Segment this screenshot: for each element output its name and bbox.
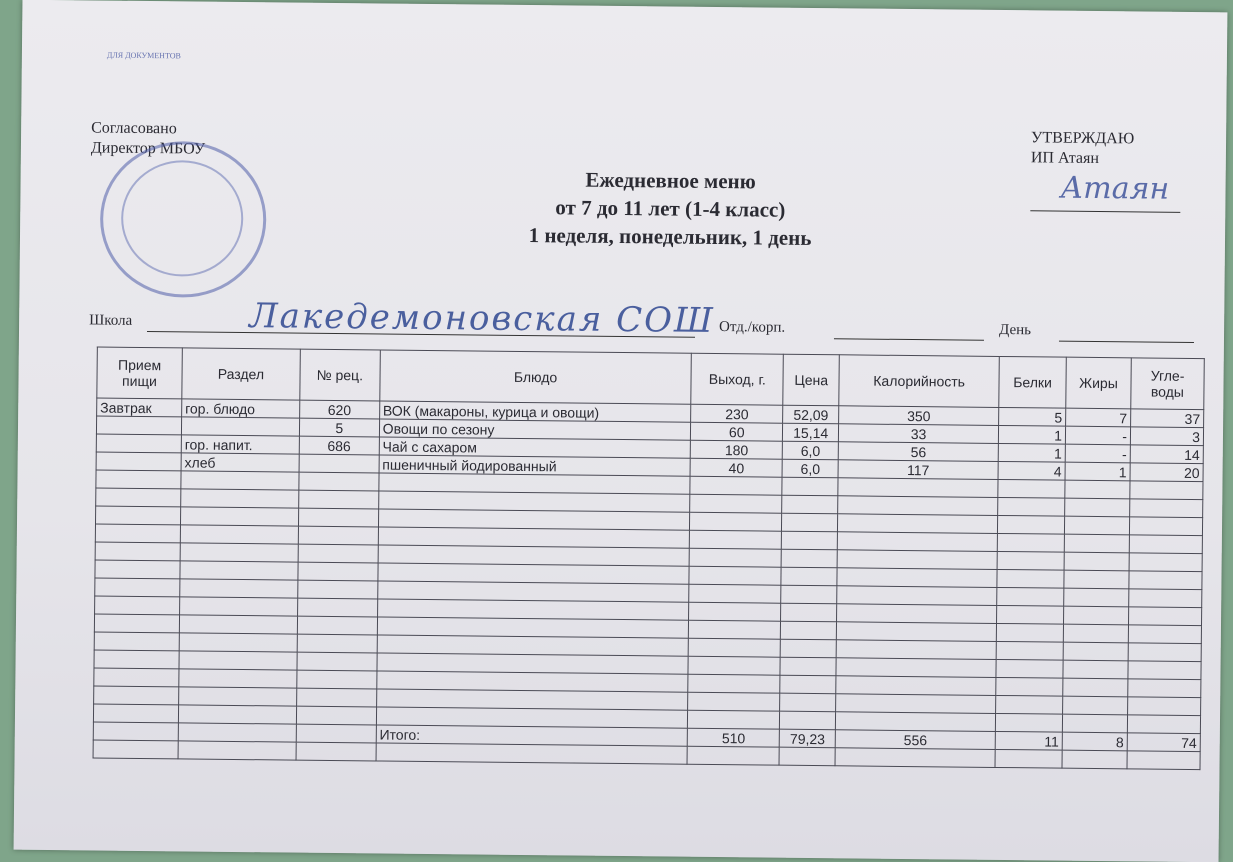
totals-value: 74: [1127, 733, 1200, 752]
table-cell: [1062, 750, 1127, 769]
column-header: № рец.: [300, 349, 380, 401]
table-cell: [1130, 499, 1203, 518]
table-cell: 350: [839, 406, 999, 426]
table-cell: [995, 749, 1062, 768]
table-cell: [181, 417, 299, 436]
table-cell: [997, 533, 1064, 552]
table-cell: [96, 416, 181, 435]
table-cell: [996, 659, 1063, 678]
table-cell: [688, 710, 780, 729]
table-cell: 37: [1131, 409, 1204, 428]
table-cell: [94, 614, 179, 633]
header-fields: [89, 296, 1199, 342]
column-header: Выход, г.: [691, 353, 783, 405]
totals-label: Итого:: [376, 725, 688, 746]
table-cell: 52,09: [783, 405, 839, 424]
table-cell: 7: [1066, 408, 1131, 427]
table-cell: [996, 677, 1063, 696]
table-cell: [998, 515, 1065, 534]
table-cell: [1063, 660, 1128, 679]
table-cell: [836, 676, 996, 696]
table-cell: [837, 622, 997, 642]
table-cell: [687, 746, 779, 765]
title-line2: от 7 до 11 лет (1-4 класс): [555, 195, 786, 222]
page-title: [400, 164, 941, 254]
table-cell: [1128, 661, 1201, 680]
table-cell: [179, 669, 297, 688]
table-cell: [1063, 624, 1128, 643]
table-cell: гор. напит.: [181, 435, 299, 454]
stamp-text: ДЛЯ ДОКУМЕНТОВ: [106, 50, 181, 61]
table-cell: 56: [838, 442, 998, 462]
totals-value: 79,23: [779, 729, 835, 748]
table-cell: 6,0: [782, 459, 838, 478]
table-cell: [1127, 715, 1200, 734]
stamp: [99, 141, 267, 299]
table-cell: [94, 650, 179, 669]
table-cell: [1128, 643, 1201, 662]
column-header: Цена: [783, 354, 839, 406]
table-cell: [838, 496, 998, 516]
table-cell: [689, 548, 781, 567]
table-cell: [1062, 714, 1127, 733]
table-cell: [1064, 606, 1129, 625]
table-cell: [181, 489, 299, 508]
table-cell: [298, 508, 378, 527]
column-header: Прием пищи: [97, 347, 182, 399]
table-cell: [997, 587, 1064, 606]
column-header: Калорийность: [839, 355, 999, 408]
table-cell: [689, 620, 781, 639]
table-cell: Овощи по сезону: [379, 419, 691, 440]
table-cell: [376, 743, 688, 764]
table-cell: [93, 704, 178, 723]
table-cell: [94, 686, 179, 705]
table-cell: [179, 687, 297, 706]
table-cell: [837, 568, 997, 588]
table-cell: 180: [691, 440, 783, 459]
table-cell: [298, 526, 378, 545]
table-cell: [780, 657, 836, 676]
table-cell: [780, 675, 836, 694]
table-cell: [297, 652, 377, 671]
table-cell: [689, 566, 781, 585]
table-cell: [179, 615, 297, 634]
table-cell: [689, 584, 781, 603]
table-cell: [179, 597, 297, 616]
table-cell: 1: [1065, 462, 1130, 481]
table-cell: 15,14: [783, 423, 839, 442]
table-cell: [1129, 517, 1202, 536]
table-cell: [95, 524, 180, 543]
table-cell: [1128, 679, 1201, 698]
table-cell: [780, 693, 836, 712]
table-cell: [1064, 516, 1129, 535]
table-cell: [94, 668, 179, 687]
table-cell: [93, 740, 178, 759]
table-cell: [95, 542, 180, 561]
table-cell: [1129, 571, 1202, 590]
table-cell: [178, 723, 296, 742]
table-cell: [95, 596, 180, 615]
table-cell: [298, 490, 378, 509]
approval-right-line2: ИП Атаян: [1030, 149, 1100, 167]
table-cell: [297, 634, 377, 653]
table-cell: [688, 656, 780, 675]
table-cell: [690, 494, 782, 513]
table-cell: [1065, 498, 1130, 517]
table-cell: ВОК (макароны, курица и овощи): [379, 401, 691, 422]
table-cell: [180, 525, 298, 544]
approval-right: [1031, 128, 1135, 169]
table-cell: 620: [299, 400, 379, 419]
table-cell: [296, 688, 376, 707]
table-cell: [93, 722, 178, 741]
table-cell: [299, 472, 379, 491]
table-cell: [1063, 678, 1128, 697]
dept-underline: [834, 338, 984, 341]
signature-line: [1030, 210, 1180, 213]
table-cell: -: [1065, 426, 1130, 445]
table-cell: [1128, 625, 1201, 644]
approval-left-line2: Директор МБОУ: [90, 139, 206, 158]
table-cell: [1064, 570, 1129, 589]
title-line1: Ежедневное меню: [585, 167, 756, 194]
table-cell: [96, 488, 181, 507]
table-cell: [997, 605, 1064, 624]
totals-value: 556: [835, 730, 995, 750]
table-cell: [782, 531, 838, 550]
table-cell: [297, 598, 377, 617]
table-cell: [94, 632, 179, 651]
table-cell: [837, 586, 997, 606]
table-cell: [96, 452, 181, 471]
table-cell: [297, 670, 377, 689]
day-underline: [1059, 341, 1194, 343]
table-cell: [178, 705, 296, 724]
table-cell: [1065, 480, 1130, 499]
table-cell: [690, 530, 782, 549]
table-cell: [95, 506, 180, 525]
menu-sheet: [14, 0, 1228, 862]
table-cell: 686: [299, 436, 379, 455]
table-cell: [1129, 589, 1202, 608]
title-line3: 1 неделя, понедельник, 1 день: [528, 223, 812, 250]
table-cell: [782, 513, 838, 532]
table-cell: 14: [1130, 445, 1203, 464]
table-cell: [1129, 535, 1202, 554]
table-cell: [837, 604, 997, 624]
table-cell: [1129, 553, 1202, 572]
table-cell: [180, 507, 298, 526]
table-cell: [781, 567, 837, 586]
table-cell: Чай с сахаром: [379, 437, 691, 458]
totals-value: 11: [995, 731, 1062, 750]
table-cell: 33: [839, 424, 999, 444]
column-header: Жиры: [1066, 357, 1131, 409]
column-header: Угле-воды: [1131, 358, 1205, 410]
table-cell: [780, 711, 836, 730]
table-cell: [781, 621, 837, 640]
table-cell: [838, 514, 998, 534]
table-cell: [1063, 642, 1128, 661]
table-cell: 3: [1130, 427, 1203, 446]
table-cell: [996, 641, 1063, 660]
table-cell: [299, 454, 379, 473]
table-cell: [298, 580, 378, 599]
table-cell: хлеб: [181, 453, 299, 472]
table-cell: [180, 579, 298, 598]
table-cell: 1: [998, 425, 1065, 444]
table-cell: 1: [998, 443, 1065, 462]
table-cell: [998, 479, 1065, 498]
dept-label: Отд./корп.: [719, 319, 786, 336]
table-cell: 5: [999, 407, 1066, 426]
table-cell: [781, 585, 837, 604]
table-cell: [298, 562, 378, 581]
table-cell: [179, 633, 297, 652]
table-cell: [1128, 607, 1201, 626]
totals-value: 510: [688, 728, 780, 747]
table-cell: [836, 712, 996, 732]
table-cell: [782, 477, 838, 496]
table-cell: [96, 434, 181, 453]
table-cell: 117: [838, 460, 998, 480]
table-cell: [996, 623, 1063, 642]
table-cell: [96, 470, 181, 489]
table-cell: [179, 651, 297, 670]
table-cell: [298, 544, 378, 563]
table-cell: 6,0: [782, 441, 838, 460]
table-cell: [781, 603, 837, 622]
table-cell: 4: [998, 461, 1065, 480]
table-cell: гор. блюдо: [182, 399, 300, 418]
table-cell: [296, 706, 376, 725]
table-cell: [1128, 697, 1201, 716]
table-cell: [296, 742, 376, 761]
table-cell: [180, 543, 298, 562]
school-label: Школа: [89, 312, 133, 329]
approval-left-line1: Согласовано: [91, 119, 177, 138]
table-cell: [781, 549, 837, 568]
totals-value: 8: [1062, 732, 1127, 751]
table-cell: [690, 512, 782, 531]
table-cell: 20: [1130, 463, 1203, 482]
table-body: [93, 398, 1204, 770]
column-header: Блюдо: [380, 350, 692, 404]
table-cell: пшеничный йодированный: [379, 455, 691, 476]
table-cell: [780, 639, 836, 658]
table-cell: [836, 640, 996, 660]
table-cell: [1127, 751, 1200, 770]
table-cell: [782, 495, 838, 514]
table-cell: [998, 497, 1065, 516]
table-cell: [838, 478, 998, 498]
table-cell: [296, 724, 376, 743]
table-cell: [178, 741, 296, 760]
school-value: Лакедемоновская СОШ: [248, 296, 716, 341]
table-cell: Завтрак: [97, 398, 182, 417]
table-cell: [688, 638, 780, 657]
table-cell: [997, 551, 1064, 570]
table-cell: [835, 748, 995, 768]
table-cell: [837, 550, 997, 570]
table-cell: [836, 658, 996, 678]
table-cell: [1064, 552, 1129, 571]
table-cell: [95, 560, 180, 579]
table-cell: [836, 694, 996, 714]
column-header: Белки: [999, 356, 1066, 408]
table-cell: [837, 532, 997, 552]
table-cell: [1064, 588, 1129, 607]
table-cell: [997, 569, 1064, 588]
table-cell: [181, 471, 299, 490]
table-cell: [180, 561, 298, 580]
approval-right-line1: УТВЕРЖДАЮ: [1031, 129, 1135, 148]
table-cell: -: [1065, 444, 1130, 463]
column-header: Раздел: [182, 348, 300, 400]
table-cell: 60: [691, 422, 783, 441]
table-cell: [297, 616, 377, 635]
signature: Атаян: [1060, 170, 1170, 207]
table-cell: [779, 747, 835, 766]
table-cell: [688, 674, 780, 693]
table-cell: [1064, 534, 1129, 553]
day-label: День: [998, 321, 1032, 339]
menu-table: [93, 347, 1205, 771]
table-cell: 40: [690, 458, 782, 477]
table-cell: [1130, 481, 1203, 500]
table-cell: [995, 713, 1062, 732]
table-cell: 230: [691, 404, 783, 423]
table-cell: 5: [299, 418, 379, 437]
table-cell: [1063, 696, 1128, 715]
table-cell: [689, 602, 781, 621]
table-cell: [996, 695, 1063, 714]
table-cell: [95, 578, 180, 597]
table-cell: [690, 476, 782, 495]
table-cell: [688, 692, 780, 711]
